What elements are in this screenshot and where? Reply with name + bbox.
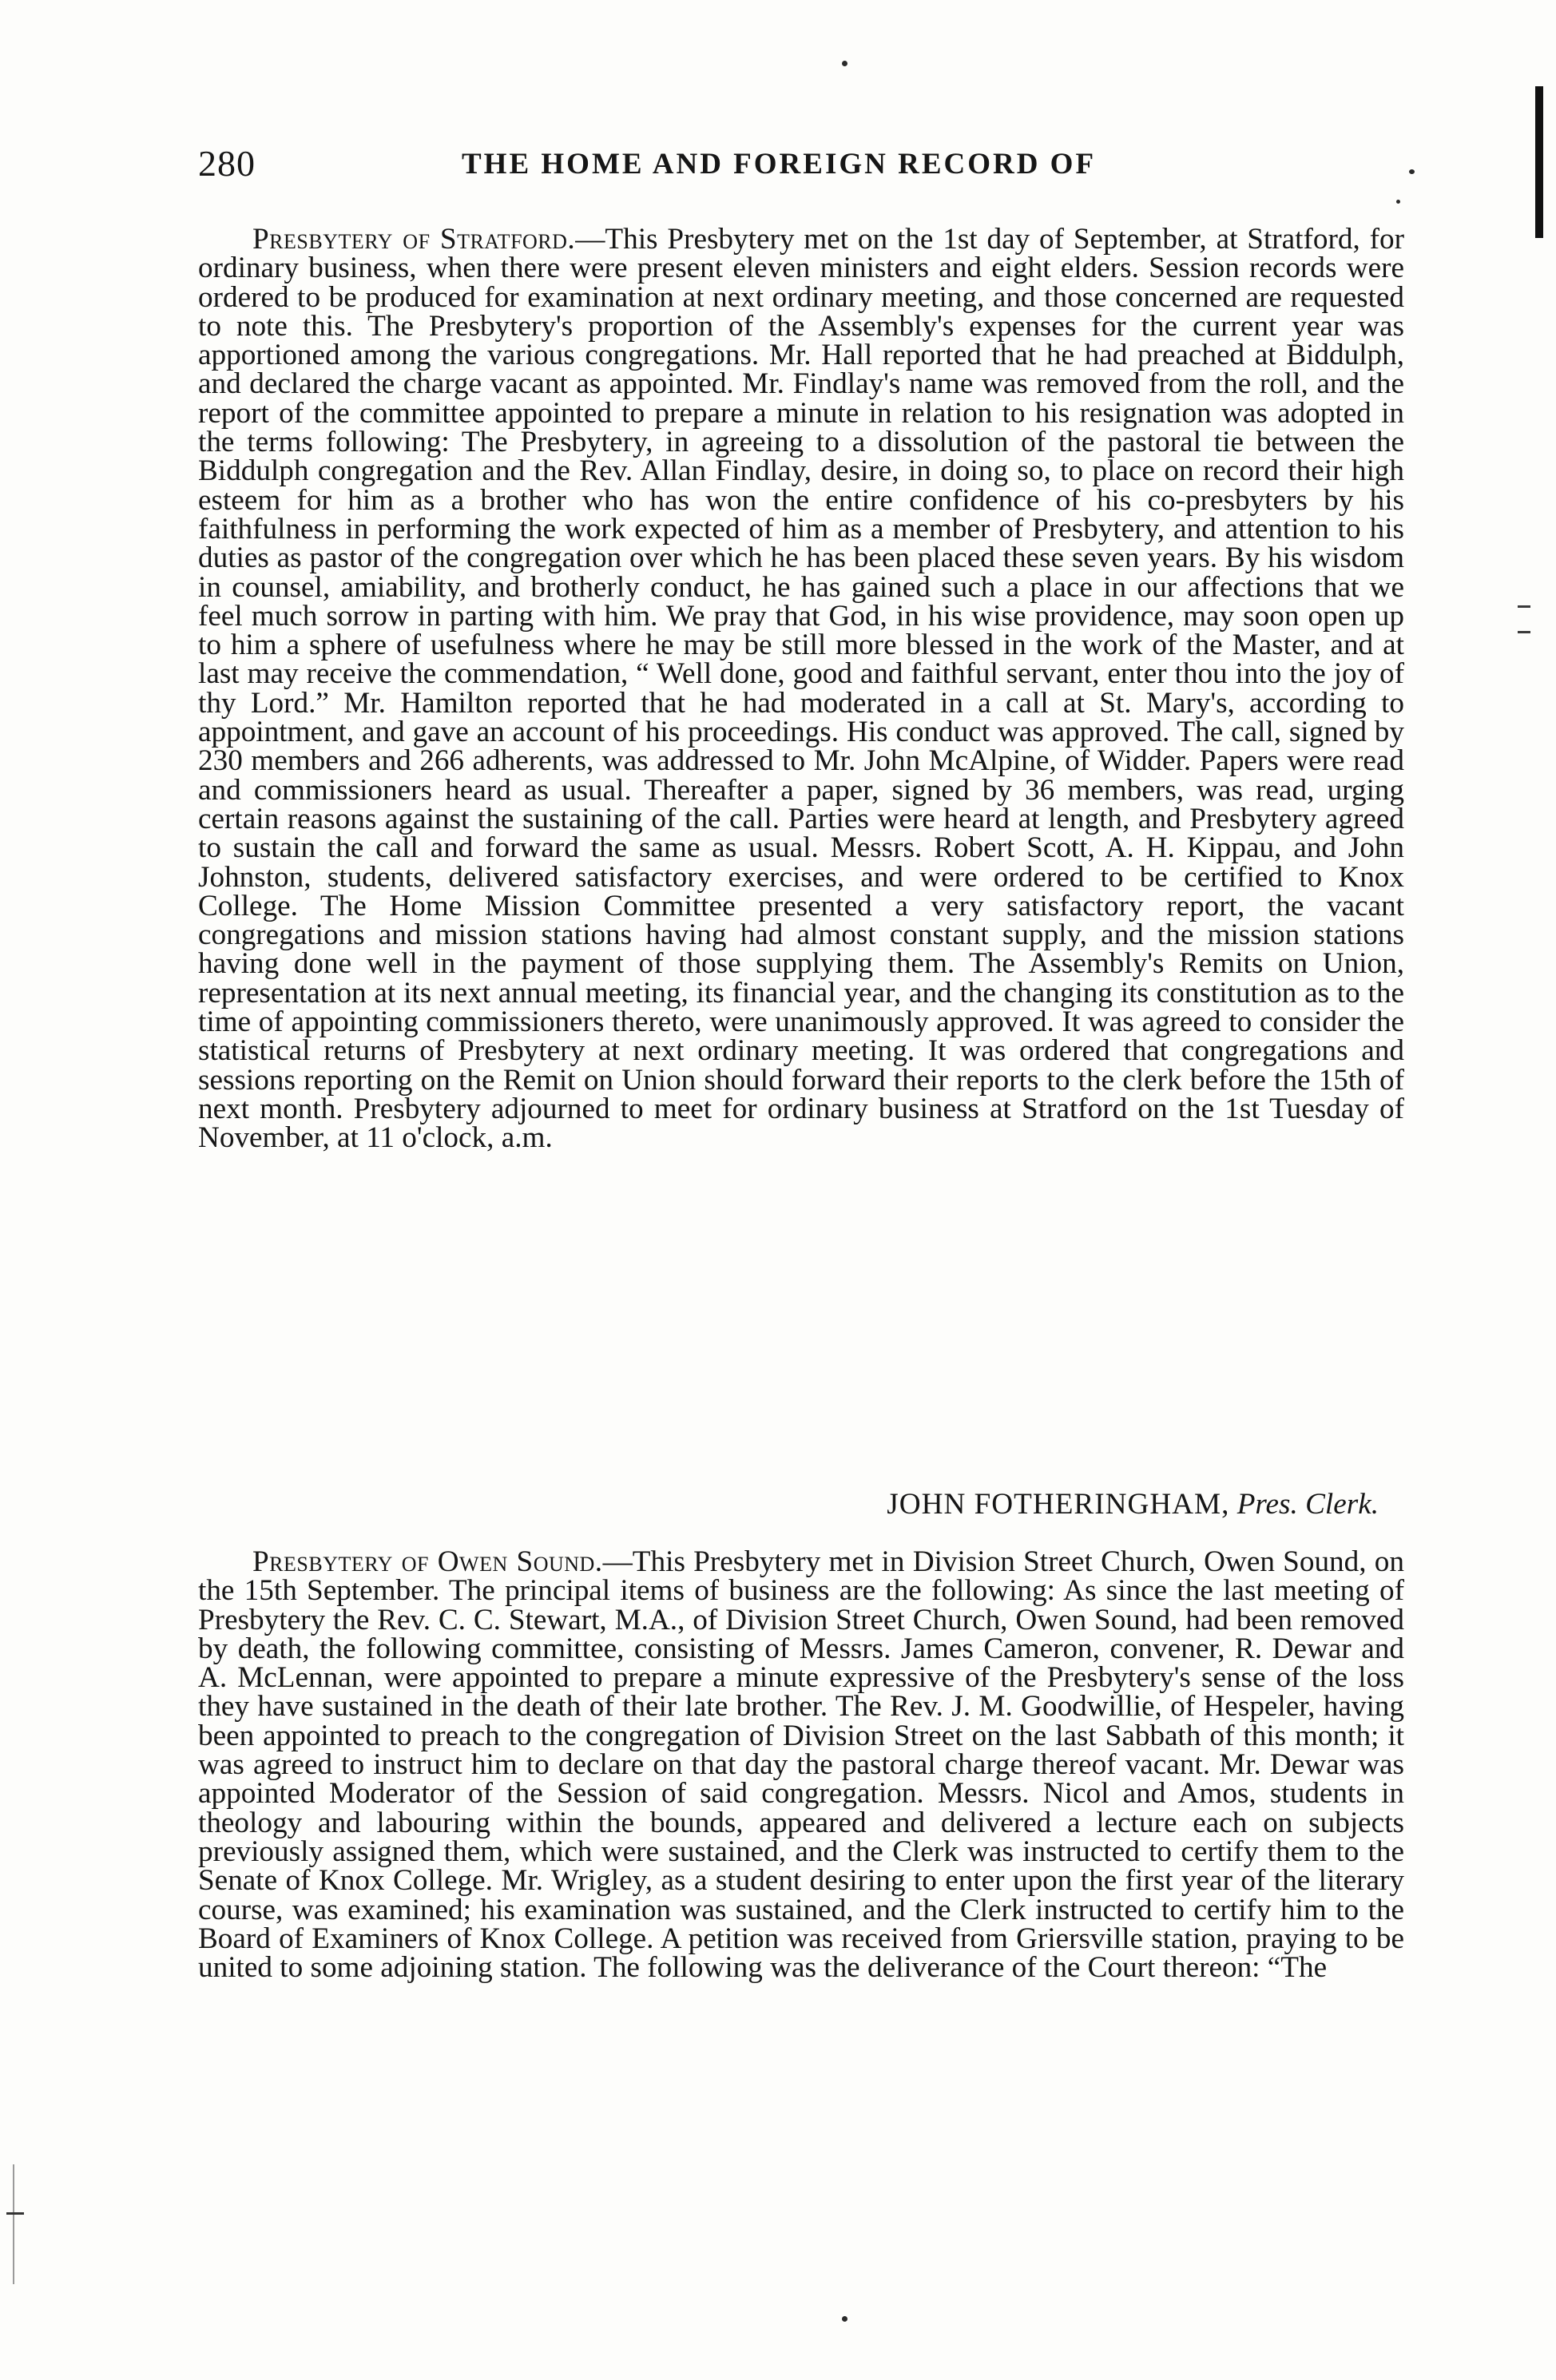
article-body: —This Presbytery met on the 1st day of September, at Stratford, for ordinary business, when there were present eleven ministers and eight elders. Session records were ordered to be produced for examination at next ordinary meeting, and those concerned are requested to note this. The Presbytery's proportion of the Assembly's expenses for the current year was apportioned among the various congregations. Mr. Hall reported that he had preached at Biddulph, and declared the charge vacant as appointed. Mr. Findlay's name was removed from the roll, and the report of the committee appointed to prepare a minute in relation to his resignation was adopted in the terms following: The Presbytery, in agreeing to a dissolution of the pastoral tie between the Biddulph congregation and the Rev. Allan Findlay, desire, in doing so, to place on record their high esteem for him as a brother who has won the entire confidence of his co-presbyters by his faithfulness in performing the work expected of him as a member of Presbytery, and attention to his duties as pastor of the congregation over which he has been placed these seven years. By his wisdom in counsel, amiability, and brotherly conduct, he has gained such a place in our affections that we feel much sorrow in parting with him. We pray that God, in his wise providence, may soon open up to him a sphere of usefulness where he may be still more blessed in the work of the Master, and at last may receive the commendation, “ Well done, good and faithful servant, enter thou into the joy of thy Lord.” Mr. Hamilton reported that he had moderated in a call at St. Mary's, according to appointment, and gave an account of his proceedings. His conduct was approved. The call, signed by 230 members and 266 adherents, was addressed to Mr. John McAlpine, of Widder. Papers were read and commissioners heard as usual. Thereafter a paper, signed by 36 members, was read, urging certain reasons against the sustaining of the call. Parties were heard at length, and Presbytery agreed to sustain the call and forward the same as usual. Messrs. Robert Scott, A. H. Kippau, and John Johnston, students, delivered satisfactory exercises, and were ordered to be certified to Knox College. The Home Mission Committee presented a very satisfactory report, the vacant congregations and mission stations having had almost constant supply, and the mission stations having done well in the payment of those supplying them. The Assembly's Remits on Union, representation at its next annual meeting, its financial year, and the changing its constitution as to the time of appointing commissioners thereto, were unanimously approved. It was agreed to consider the statistical returns of Presbytery at next ordinary meeting. It was ordered that congregations and sessions reporting on the Remit on Union should forward their reports to the clerk before the 15th of next month. Presbytery adjourned to meet for ordinary business at Stratford on the 1st Tuesday of November, at 11 o'clock, a.m. — [198, 223, 1404, 1155]
signature-title: Pres. Clerk. — [1236, 1488, 1379, 1521]
article-body: —This Presbytery met in Division Street Church, Owen Sound, on the 15th September. The principal items of business are the following: As since the last meeting of Presbytery the Rev. C. C. Stewart, M.A., of Division Street Church, Owen Sound, had been removed by death, the following committee, consisting of Messrs. James Cameron, convener, R. Dewar and A. McLennan, were appointed to prepare a minute expressive of the Presbytery's sense of the loss they have sustained in the death of their late brother. The Rev. J. M. Goodwillie, of Hespeler, having been appointed to preach to the congregation of Division Street on the last Sabbath of this month; it was agreed to instruct him to declare on that day the pastoral charge thereof vacant. Mr. Dewar was appointed Moderator of the Session of said congregation. Messrs. Nicol and Amos, students in theology and labouring within the bounds, appeared and delivered a lecture each on subjects previously assigned them, which were sustained, and the Clerk was instructed to certify them to the Senate of Knox College. Mr. Wrigley, as a student desiring to enter upon the first year of the literary course, was examined; his examination was sustained, and the Clerk instructed to certify him to the Board of Examiners of Knox College. A petition was received from Griersville station, praying to be united to some adjoining station. The following was the deliverance of the Court thereon: “The — [198, 1545, 1404, 1985]
page-header — [198, 142, 1404, 190]
print-speck — [842, 2316, 847, 2322]
article-owen-sound — [198, 1545, 1404, 1985]
article-stratford — [198, 225, 1404, 1153]
edge-mark — [6, 2212, 24, 2215]
running-head: THE HOME AND FOREIGN RECORD OF — [462, 148, 1097, 180]
edge-shadow — [13, 2164, 14, 2284]
print-speck — [1409, 169, 1415, 174]
article-lead: Presbytery of Owen Sound. — [252, 1545, 603, 1578]
article-lead: Presbytery of Stratford. — [252, 223, 576, 256]
margin-dash — [1518, 631, 1530, 633]
article-paragraph — [198, 225, 1404, 1153]
page-number: 280 — [198, 143, 256, 184]
signature-name: JOHN FOTHERINGHAM, — [887, 1488, 1230, 1521]
article-paragraph — [198, 1545, 1404, 1985]
signature — [198, 1489, 1379, 1521]
margin-dash — [1518, 605, 1530, 608]
print-speck — [1396, 200, 1400, 204]
margin-rule — [1535, 86, 1543, 238]
print-speck — [842, 61, 847, 66]
